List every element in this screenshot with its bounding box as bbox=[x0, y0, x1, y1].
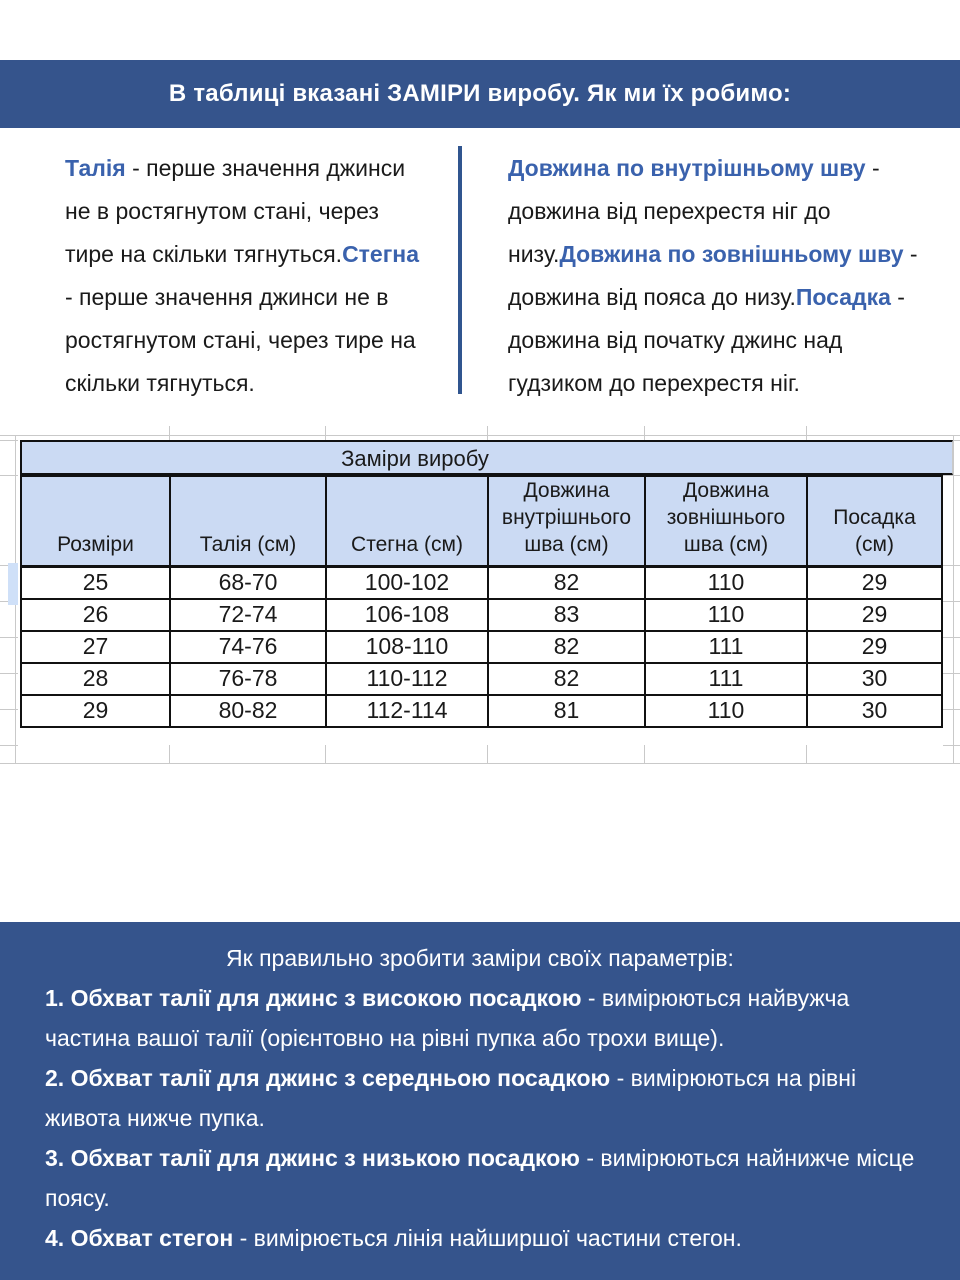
table-row bbox=[21, 599, 942, 631]
gridline-stub bbox=[325, 426, 326, 440]
instruction-item-lead: 1. Обхват талії для джинс з високою посадкою bbox=[45, 985, 582, 1011]
header-title: В таблиці вказані ЗАМІРИ виробу. Як ми їх робимо: bbox=[168, 80, 792, 107]
gridline-stub bbox=[943, 601, 960, 602]
instruction-item-2 bbox=[45, 1058, 935, 1138]
instructions-list bbox=[0, 978, 960, 1258]
instruction-item-1 bbox=[45, 978, 935, 1058]
header-banner bbox=[0, 60, 960, 128]
gridline-stub bbox=[644, 426, 645, 440]
table-row bbox=[21, 567, 942, 599]
instruction-item-4 bbox=[45, 1218, 935, 1258]
gridline-stub bbox=[806, 426, 807, 440]
vertical-divider bbox=[458, 146, 462, 394]
gridline-stub bbox=[943, 709, 960, 710]
instruction-item-3 bbox=[45, 1138, 935, 1218]
gridline-stub bbox=[0, 673, 18, 674]
gridline-stub bbox=[943, 637, 960, 638]
table-cell: 28 bbox=[21, 663, 170, 695]
instructions-banner bbox=[0, 922, 960, 1280]
table-cell: 27 bbox=[21, 631, 170, 663]
gridline-stub bbox=[325, 745, 326, 763]
definition-term: Довжина по зовнішньому шву bbox=[559, 241, 904, 267]
column-header: Стегна (см) bbox=[326, 476, 488, 567]
table-cell: 30 bbox=[807, 695, 942, 727]
table-cell: 81 bbox=[488, 695, 645, 727]
table-cell: 82 bbox=[488, 663, 645, 695]
table-cell: 76-78 bbox=[170, 663, 326, 695]
table-cell: 111 bbox=[645, 631, 807, 663]
column-header: Довжина внутрішнього шва (см) bbox=[488, 476, 645, 567]
gridline-top bbox=[0, 435, 960, 436]
definitions-left-column bbox=[65, 147, 433, 405]
column-header: Розміри bbox=[21, 476, 170, 567]
gridline-stub bbox=[644, 745, 645, 763]
table-cell: 74-76 bbox=[170, 631, 326, 663]
instructions-title: Як правильно зробити заміри своїх параметрів: bbox=[226, 945, 734, 971]
gridline-stub bbox=[169, 426, 170, 440]
table-row bbox=[21, 695, 942, 727]
gridline-stub bbox=[806, 745, 807, 763]
instruction-item-text: - вимірюється лінія найширшої частини стегон. bbox=[233, 1225, 742, 1251]
table-cell: 29 bbox=[807, 599, 942, 631]
gridline-bottom bbox=[0, 763, 960, 764]
table-cell: 26 bbox=[21, 599, 170, 631]
table-cell: 110 bbox=[645, 695, 807, 727]
column-header: Посадка (см) bbox=[807, 476, 942, 567]
column-header: Талія (см) bbox=[170, 476, 326, 567]
table-cell: 110-112 bbox=[326, 663, 488, 695]
instruction-item-text: - вимірюються найвужча частина вашої талії (орієнтовно на рівні пупка або трохи вище). bbox=[45, 985, 850, 1051]
gridline-stub bbox=[169, 745, 170, 763]
gridline-stub bbox=[0, 475, 18, 476]
table-cell: 111 bbox=[645, 663, 807, 695]
gridline-stub bbox=[943, 673, 960, 674]
gridline-stub bbox=[0, 440, 18, 441]
table-title-row bbox=[20, 440, 953, 475]
table-cell: 112-114 bbox=[326, 695, 488, 727]
table-title: Заміри виробу bbox=[341, 446, 489, 471]
definition-term: Стегна bbox=[342, 241, 419, 267]
definition-term: Талія bbox=[65, 155, 126, 181]
table-cell: 110 bbox=[645, 567, 807, 599]
table-cell: 80-82 bbox=[170, 695, 326, 727]
gridline-stub bbox=[943, 565, 960, 566]
instruction-item-lead: 3. Обхват талії для джинс з низькою посадкою bbox=[45, 1145, 580, 1171]
table-cell: 29 bbox=[807, 631, 942, 663]
table-cell: 108-110 bbox=[326, 631, 488, 663]
table-cell: 72-74 bbox=[170, 599, 326, 631]
definition-text: - довжина від початку джинс над гудзиком до перехрестя ніг. bbox=[508, 284, 905, 396]
instruction-item-text: - вимірюються на рівні живота нижче пупка. bbox=[45, 1065, 857, 1131]
gridline-stub bbox=[0, 745, 18, 746]
gridline-stub bbox=[0, 709, 18, 710]
table-row bbox=[21, 631, 942, 663]
gridline-stub bbox=[943, 475, 960, 476]
table-cell: 25 bbox=[21, 567, 170, 599]
table-cell: 83 bbox=[488, 599, 645, 631]
table-cell: 82 bbox=[488, 567, 645, 599]
definition-text: - перше значення джинси не в ростягнутом стані, через тире на скільки тягнуться. bbox=[65, 284, 416, 396]
gridline-stub bbox=[0, 637, 18, 638]
table-cell: 106-108 bbox=[326, 599, 488, 631]
row-selection-indicator bbox=[8, 563, 18, 605]
definition-text: - довжина від перехрестя ніг до низу. bbox=[508, 155, 880, 267]
table-cell: 68-70 bbox=[170, 567, 326, 599]
gridline-stub bbox=[487, 745, 488, 763]
table-cell: 29 bbox=[21, 695, 170, 727]
gridline-right-vertical bbox=[953, 435, 954, 763]
column-header: Довжина зовнішнього шва (см) bbox=[645, 476, 807, 567]
gridline-stub bbox=[943, 745, 960, 746]
size-table bbox=[20, 475, 943, 728]
instruction-item-text: - вимірюються найнижче місце поясу. bbox=[45, 1145, 915, 1211]
table-cell: 30 bbox=[807, 663, 942, 695]
definition-text: - перше значення джинси не в ростягнутом стані, через тире на скільки тягнуться. bbox=[65, 155, 406, 267]
table-header-row bbox=[21, 476, 942, 567]
definition-text: - довжина від пояса до низу. bbox=[508, 241, 918, 310]
table-cell: 100-102 bbox=[326, 567, 488, 599]
instruction-item-lead: 4. Обхват стегон bbox=[45, 1225, 234, 1251]
table-cell: 110 bbox=[645, 599, 807, 631]
definitions-right-column bbox=[508, 147, 920, 405]
table-cell: 82 bbox=[488, 631, 645, 663]
table-row bbox=[21, 663, 942, 695]
table-cell: 29 bbox=[807, 567, 942, 599]
gridline-stub bbox=[487, 426, 488, 440]
definition-term: Посадка bbox=[795, 284, 891, 310]
instruction-item-lead: 2. Обхват талії для джинс з середньою посадкою bbox=[45, 1065, 611, 1091]
definition-term: Довжина по внутрішньому шву bbox=[508, 155, 866, 181]
